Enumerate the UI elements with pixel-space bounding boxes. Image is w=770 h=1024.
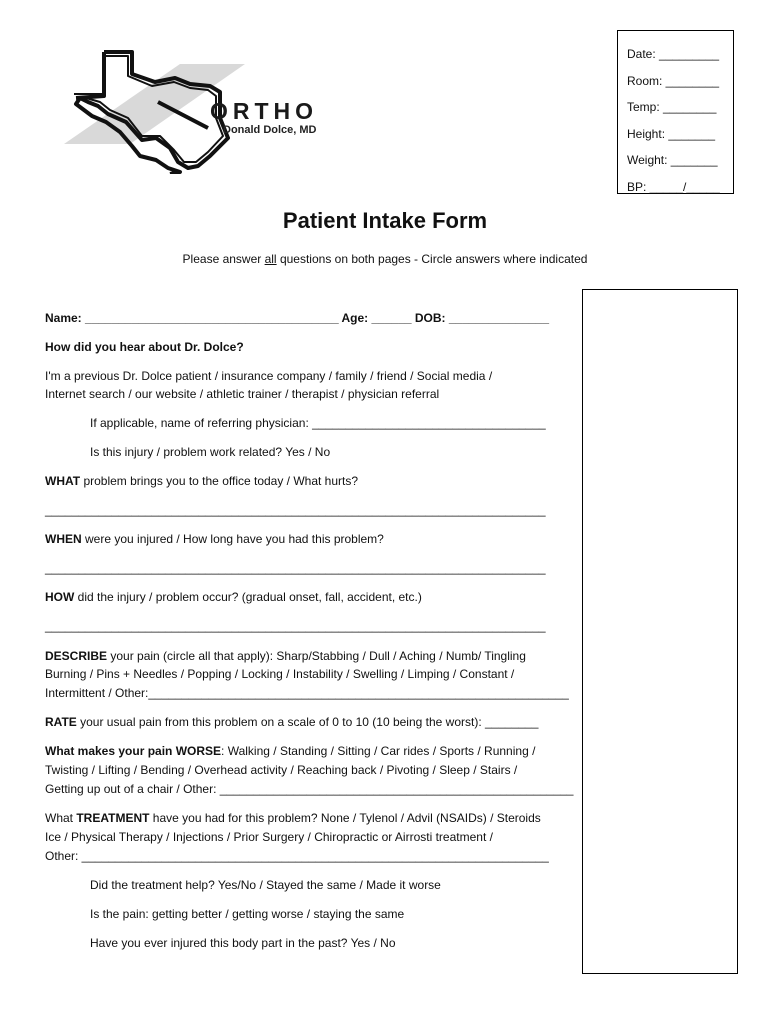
form-line-text: What bbox=[45, 811, 77, 825]
form-line bbox=[45, 590, 422, 604]
form-line-text: HOW bbox=[45, 590, 75, 604]
form-line bbox=[45, 763, 517, 777]
form-line bbox=[90, 445, 330, 459]
form-line bbox=[45, 811, 541, 825]
form-line-text: ___________________________________________________________________________ bbox=[45, 561, 546, 575]
form-line-text: Ice / Physical Therapy / Injections / Prior Surgery / Chiropractic or Airrosti treatment / bbox=[45, 830, 493, 844]
form-line-text: your usual pain from this problem on a scale of 0 to 10 (10 being the worst): ________ bbox=[76, 715, 539, 729]
form-line bbox=[45, 686, 569, 700]
form-line-text: WHAT bbox=[45, 474, 81, 488]
form-line-text: DESCRIBE bbox=[45, 649, 108, 663]
form-line-text: Name: ______________________________________ Age: ______ DOB: _______________ bbox=[45, 311, 549, 325]
form-line-text: I'm a previous Dr. Dolce patient / insurance company / family / friend / Social media / bbox=[45, 369, 493, 383]
form-line bbox=[45, 849, 549, 863]
form-line-text: Getting up out of a chair / Other: _____________________________________________________ bbox=[45, 782, 574, 796]
vitals-box bbox=[617, 30, 734, 194]
form-line-text: have you had for this problem? None / Tylenol / Advil (NSAIDs) / Steroids bbox=[149, 811, 541, 825]
form-line-text: Burning / Pins + Needles / Popping / Locking / Instability / Swelling / Limping / Constant / bbox=[45, 667, 515, 681]
form-instructions bbox=[0, 252, 770, 266]
form-line-text: Intermittent / Other:_______________________________________________________________ bbox=[45, 686, 569, 700]
form-line-text: Other: ______________________________________________________________________ bbox=[45, 849, 549, 863]
form-line-text: did the injury / problem occur? (gradual onset, fall, accident, etc.) bbox=[74, 590, 422, 604]
form-line-text: ___________________________________________________________________________ bbox=[45, 619, 546, 633]
office-use-box bbox=[582, 289, 738, 974]
form-line bbox=[45, 715, 538, 729]
vitals-temp: Temp: ________ bbox=[627, 100, 717, 114]
form-line-text: WHEN bbox=[45, 532, 82, 546]
instructions-emphasis: all bbox=[264, 252, 277, 266]
form-line-text: Did the treatment help? Yes/No / Stayed the same / Made it worse bbox=[90, 878, 441, 892]
form-line-text: How did you hear about Dr. Dolce? bbox=[45, 340, 244, 354]
form-line bbox=[45, 561, 546, 575]
form-line bbox=[45, 649, 526, 663]
form-line-text: ___________________________________________________________________________ bbox=[45, 503, 546, 517]
form-line bbox=[45, 667, 514, 681]
form-line bbox=[45, 387, 439, 401]
form-line bbox=[90, 416, 546, 430]
form-line-text: Twisting / Lifting / Bending / Overhead activity / Reaching back / Pivoting / Sleep / Stairs / bbox=[45, 763, 518, 777]
form-line bbox=[45, 830, 493, 844]
form-line bbox=[45, 744, 535, 758]
form-line-text: Is the pain: getting better / getting worse / staying the same bbox=[90, 907, 405, 921]
vitals-weight: Weight: _______ bbox=[627, 153, 718, 167]
form-line-text: Internet search / our website / athletic trainer / therapist / physician referral bbox=[45, 387, 440, 401]
form-line bbox=[90, 878, 441, 892]
vitals-room: Room: ________ bbox=[627, 73, 720, 88]
form-line bbox=[45, 532, 384, 546]
form-line bbox=[45, 311, 549, 325]
form-line-text: : Walking / Standing / Sitting / Car rides / Sports / Running / bbox=[221, 744, 536, 758]
form-line-text: If applicable, name of referring physician: ___________________________________ bbox=[90, 416, 546, 430]
instructions-text-start: Please answer bbox=[182, 252, 265, 266]
form-line-text: Is this injury / problem work related? Yes / No bbox=[90, 445, 331, 459]
form-line bbox=[45, 474, 358, 488]
form-line bbox=[45, 619, 546, 633]
form-line bbox=[45, 369, 492, 383]
logo-doctor-name: Donald Dolce, MD bbox=[223, 124, 317, 136]
vitals-bp: BP: _____/_____ bbox=[627, 179, 720, 194]
form-line-text: TREATMENT bbox=[76, 811, 150, 825]
form-line bbox=[90, 936, 396, 950]
form-line-text: problem brings you to the office today / What hurts? bbox=[80, 474, 359, 488]
form-line-text: What makes your pain WORSE bbox=[45, 744, 222, 758]
form-line-text: were you injured / How long have you had this problem? bbox=[81, 532, 384, 546]
vitals-date: Date: _________ bbox=[627, 47, 720, 61]
logo-wordmark: ORTHO bbox=[210, 98, 319, 124]
form-line bbox=[90, 907, 404, 921]
form-line-text: Have you ever injured this body part in the past? Yes / No bbox=[90, 936, 396, 950]
form-line-text: RATE bbox=[45, 715, 77, 729]
vitals-height: Height: _______ bbox=[627, 126, 716, 141]
form-line bbox=[45, 340, 244, 354]
form-line bbox=[45, 782, 573, 796]
form-title: Patient Intake Form bbox=[282, 208, 488, 233]
instructions-text-end: questions on both pages - Circle answers where indicated bbox=[276, 252, 588, 266]
practice-logo bbox=[60, 44, 320, 174]
form-line bbox=[45, 503, 546, 517]
form-line-text: your pain (circle all that apply): Sharp/Stabbing / Dull / Aching / Numb/ Tingling bbox=[107, 649, 526, 663]
